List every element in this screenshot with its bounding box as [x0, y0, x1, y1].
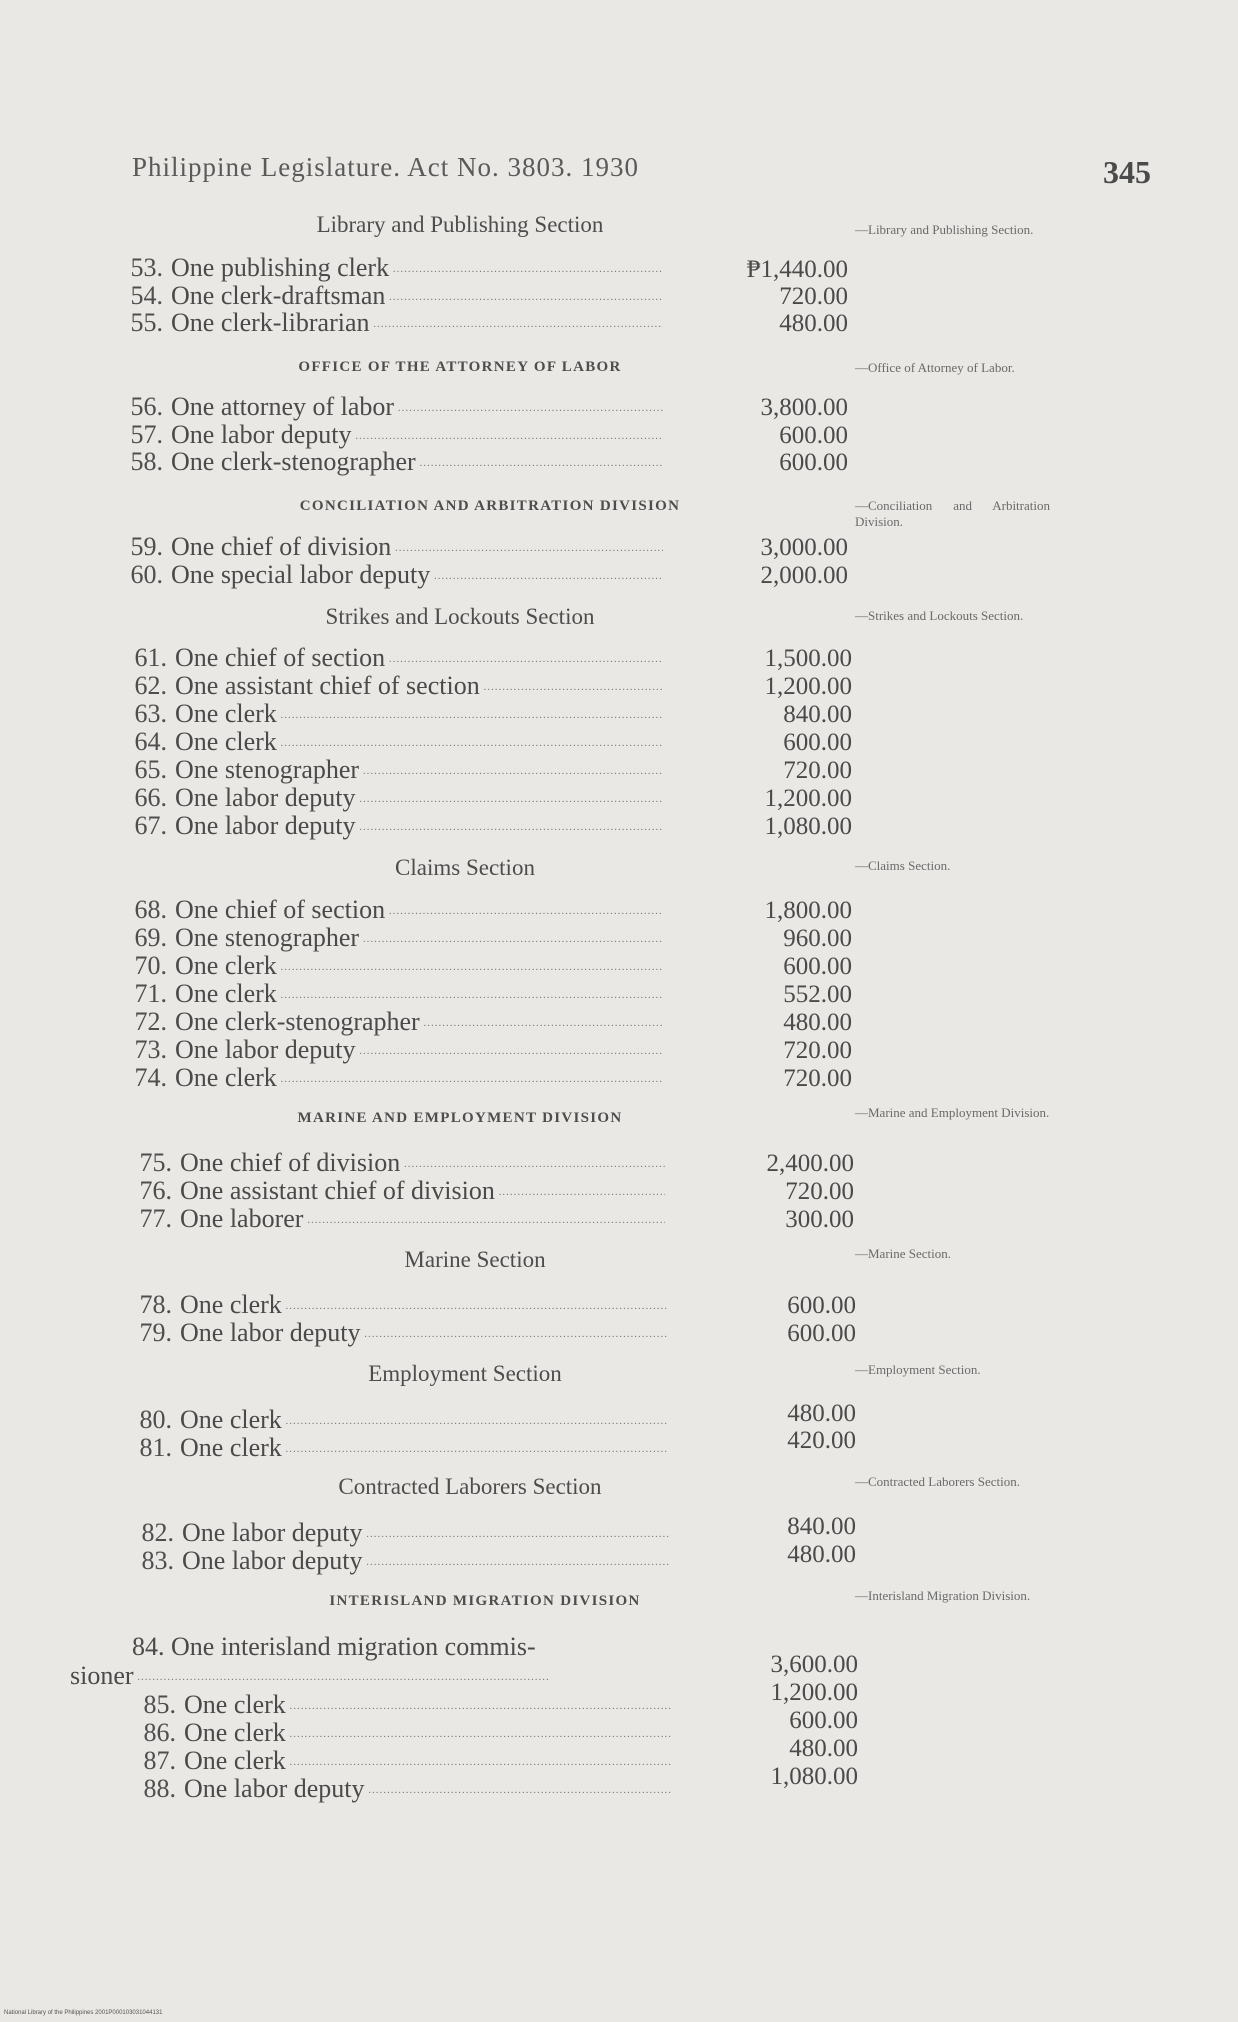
- item-number: 76.: [139, 1176, 172, 1205]
- item-number: 58.: [130, 447, 163, 476]
- item-amount: 480.00: [787, 1400, 856, 1427]
- item-amount: 3,800.00: [760, 394, 848, 421]
- item-description: One stenographer .....: [175, 755, 663, 785]
- item-amount: 1,800.00: [764, 897, 852, 924]
- item-number: 55.: [130, 308, 163, 337]
- item-number: 82.: [141, 1518, 174, 1547]
- section-heading-library: Library and Publishing Section: [316, 212, 604, 237]
- item-amount: 1,080.00: [770, 1763, 858, 1790]
- line-item: [113, 392, 663, 422]
- item-number: 80.: [139, 1405, 172, 1434]
- item-amount: 600.00: [787, 1292, 856, 1319]
- line-item: [117, 671, 663, 701]
- item-description: One publishing clerk .....: [171, 253, 663, 283]
- line-item: [113, 253, 663, 283]
- item-amount: 600.00: [783, 953, 852, 980]
- item-amount: 1,200.00: [770, 1679, 858, 1706]
- line-item: [122, 1433, 667, 1463]
- line-item: [117, 1063, 663, 1093]
- line-item: [122, 1318, 667, 1348]
- item-number: 87.: [143, 1746, 176, 1775]
- item-amount: 480.00: [789, 1735, 858, 1762]
- line-item: [122, 1290, 667, 1320]
- section-heading-interisland: INTERISLAND MIGRATION DIVISION: [329, 1593, 641, 1609]
- item-amount: 480.00: [783, 1009, 852, 1036]
- section-heading-conciliation: CONCILIATION AND ARBITRATION DIVISION: [299, 498, 681, 514]
- item-description: One chief of division .....: [180, 1148, 665, 1178]
- section-heading-employment: Employment Section: [368, 1361, 562, 1386]
- item-amount: 1,080.00: [764, 813, 852, 840]
- item-number: 85.: [143, 1690, 176, 1719]
- item-number: 66.: [134, 783, 167, 812]
- line-item: [122, 1204, 665, 1234]
- item-amount: 1,500.00: [764, 645, 852, 672]
- item-number: 72.: [134, 1007, 167, 1036]
- item-description: One clerk-stenographer .....: [175, 1007, 663, 1037]
- line-item: [117, 1007, 663, 1037]
- section-heading-marine: Marine Section: [404, 1247, 546, 1272]
- item-description: One laborer .....: [180, 1204, 665, 1234]
- line-item: [113, 447, 663, 477]
- line-item: [124, 1546, 669, 1576]
- line-item: [113, 281, 663, 311]
- item-amount: 720.00: [783, 1037, 852, 1064]
- item-description: One clerk-stenographer .....: [171, 447, 663, 477]
- item-amount: 840.00: [783, 701, 852, 728]
- item-amount: 720.00: [785, 1178, 854, 1205]
- item-number: 74.: [134, 1063, 167, 1092]
- item-amount: ₱1,440.00: [746, 256, 848, 283]
- line-item: [117, 783, 663, 813]
- item-description: One chief of section .....: [175, 895, 663, 925]
- item-description: One clerk .....: [175, 1063, 663, 1093]
- item-number: 67.: [134, 811, 167, 840]
- line-item: [117, 755, 663, 785]
- item-description: One clerk .....: [175, 979, 663, 1009]
- item-number: 56.: [130, 392, 163, 421]
- item-description: One labor deputy .....: [180, 1318, 667, 1348]
- line-item: [113, 532, 663, 562]
- item-description-continuation: sioner .....: [70, 1661, 670, 1691]
- item-amount: 600.00: [783, 729, 852, 756]
- item-description: One labor deputy .....: [175, 1035, 663, 1065]
- item-description: One chief of section .....: [175, 643, 663, 673]
- line-item: [126, 1690, 671, 1720]
- item-number: 63.: [134, 699, 167, 728]
- line-item: [113, 420, 663, 450]
- line-item: [117, 951, 663, 981]
- margin-note-attorney: —Office of Attorney of Labor.: [855, 360, 1015, 375]
- item-number: 64.: [134, 727, 167, 756]
- section-heading-marine-employment: MARINE AND EMPLOYMENT DIVISION: [297, 1110, 623, 1126]
- line-item: [117, 979, 663, 1009]
- line-item: [122, 1176, 665, 1206]
- item-description: One clerk-draftsman .....: [171, 281, 663, 311]
- item-amount: 2,000.00: [760, 562, 848, 589]
- item-description: One assistant chief of division .....: [180, 1176, 665, 1206]
- line-item: [117, 923, 663, 953]
- item-description: One special labor deputy .....: [171, 560, 663, 590]
- line-item: [117, 811, 663, 841]
- line-item: [117, 727, 663, 757]
- line-item: [117, 895, 663, 925]
- line-item: [126, 1746, 671, 1776]
- scan-credit: National Library of the Philippines 2001P000103031044131: [4, 2010, 163, 2016]
- item-description: One clerk-librarian .....: [171, 308, 663, 338]
- item-description: One clerk .....: [184, 1746, 671, 1776]
- item-description: One labor deputy .....: [171, 420, 663, 450]
- item-amount: 600.00: [787, 1320, 856, 1347]
- item-number: 54.: [130, 281, 163, 310]
- line-item: [117, 699, 663, 729]
- section-heading-contracted: Contracted Laborers Section: [338, 1474, 602, 1499]
- item-number: 81.: [139, 1433, 172, 1462]
- item-number: 60.: [130, 560, 163, 589]
- page-number: 345: [1103, 154, 1151, 190]
- margin-note-library: —Library and Publishing Section.: [855, 222, 1034, 237]
- item-number: 69.: [134, 923, 167, 952]
- item-description: One clerk .....: [175, 727, 663, 757]
- margin-note-claims: —Claims Section.: [855, 858, 951, 873]
- item-number: 62.: [134, 671, 167, 700]
- line-item: [126, 1774, 671, 1804]
- item-number: 68.: [134, 895, 167, 924]
- line-item: [122, 1148, 665, 1178]
- item-amount: 600.00: [779, 422, 848, 449]
- margin-note-marine: —Marine Section.: [855, 1246, 952, 1261]
- item-amount: 720.00: [783, 1065, 852, 1092]
- item-number: 88.: [143, 1774, 176, 1803]
- section-heading-strikes: Strikes and Lockouts Section: [325, 604, 595, 629]
- margin-note-strikes: —Strikes and Lockouts Section.: [855, 608, 1024, 623]
- item-description: One labor deputy .....: [184, 1774, 671, 1804]
- item-description: One labor deputy .....: [182, 1546, 669, 1576]
- item-number: 79.: [139, 1318, 172, 1347]
- item-amount: 600.00: [779, 449, 848, 476]
- item-number: 61.: [134, 643, 167, 672]
- item-amount: 552.00: [783, 981, 852, 1008]
- item-amount: 300.00: [785, 1206, 854, 1233]
- margin-note-marine-employment: —Marine and Employment Division.: [855, 1105, 1050, 1120]
- line-item: [113, 560, 663, 590]
- item-number: 53.: [130, 253, 163, 282]
- item-number: 77.: [139, 1204, 172, 1233]
- item-number: 59.: [130, 532, 163, 561]
- item-description: One assistant chief of section .....: [175, 671, 663, 701]
- margin-note-conciliation: —Conciliation and Arbitration Division.: [855, 498, 1050, 529]
- item-amount: 2,400.00: [766, 1150, 854, 1177]
- item-number: 70.: [134, 951, 167, 980]
- item-amount: 480.00: [779, 310, 848, 337]
- line-item: [122, 1405, 667, 1435]
- item-amount: 720.00: [783, 757, 852, 784]
- item-number: 65.: [134, 755, 167, 784]
- line-item: [117, 1035, 663, 1065]
- margin-note-interisland: —Interisland Migration Division.: [855, 1588, 1031, 1603]
- item-description: One labor deputy .....: [175, 783, 663, 813]
- section-heading-attorney: OFFICE OF THE ATTORNEY OF LABOR: [298, 359, 622, 375]
- item-description: One labor deputy .....: [175, 811, 663, 841]
- item-description: One chief of division .....: [171, 532, 663, 562]
- item-amount: 3,600.00: [770, 1651, 858, 1678]
- item-description: One stenographer .....: [175, 923, 663, 953]
- item-amount: 1,200.00: [764, 673, 852, 700]
- item-number: 73.: [134, 1035, 167, 1064]
- item-amount: 840.00: [787, 1513, 856, 1540]
- margin-note-contracted: —Contracted Laborers Section.: [855, 1474, 1020, 1489]
- line-item: [126, 1718, 671, 1748]
- line-item: [124, 1518, 669, 1548]
- item-description: One attorney of labor .....: [171, 392, 663, 422]
- item-description: One clerk .....: [184, 1718, 671, 1748]
- item-amount: 480.00: [787, 1541, 856, 1568]
- item-description: One labor deputy .....: [182, 1518, 669, 1548]
- item-description: One clerk .....: [180, 1290, 667, 1320]
- item-description: One clerk .....: [175, 699, 663, 729]
- item-number: 86.: [143, 1718, 176, 1747]
- item-number: 78.: [139, 1290, 172, 1319]
- item-number: 71.: [134, 979, 167, 1008]
- item-description: One clerk .....: [175, 951, 663, 981]
- item-amount: 720.00: [779, 283, 848, 310]
- item-description: One clerk .....: [180, 1433, 667, 1463]
- section-heading-claims: Claims Section: [395, 855, 535, 880]
- line-item: [117, 643, 663, 673]
- item-number: 83.: [141, 1546, 174, 1575]
- running-header: Philippine Legislature. Act No. 3803. 1930: [132, 152, 639, 182]
- item-amount: 1,200.00: [764, 785, 852, 812]
- margin-note-employment: —Employment Section.: [855, 1362, 981, 1377]
- item-amount: 420.00: [787, 1427, 856, 1454]
- item-amount: 600.00: [789, 1707, 858, 1734]
- line-item: [113, 308, 663, 338]
- item-description: One clerk .....: [180, 1405, 667, 1435]
- item-amount: 3,000.00: [760, 534, 848, 561]
- item-description-first-line: 84. One interisland migration commis-: [132, 1632, 536, 1661]
- item-number: 75.: [139, 1148, 172, 1177]
- item-description: One clerk .....: [184, 1690, 671, 1720]
- item-amount: 960.00: [783, 925, 852, 952]
- item-number: 57.: [130, 420, 163, 449]
